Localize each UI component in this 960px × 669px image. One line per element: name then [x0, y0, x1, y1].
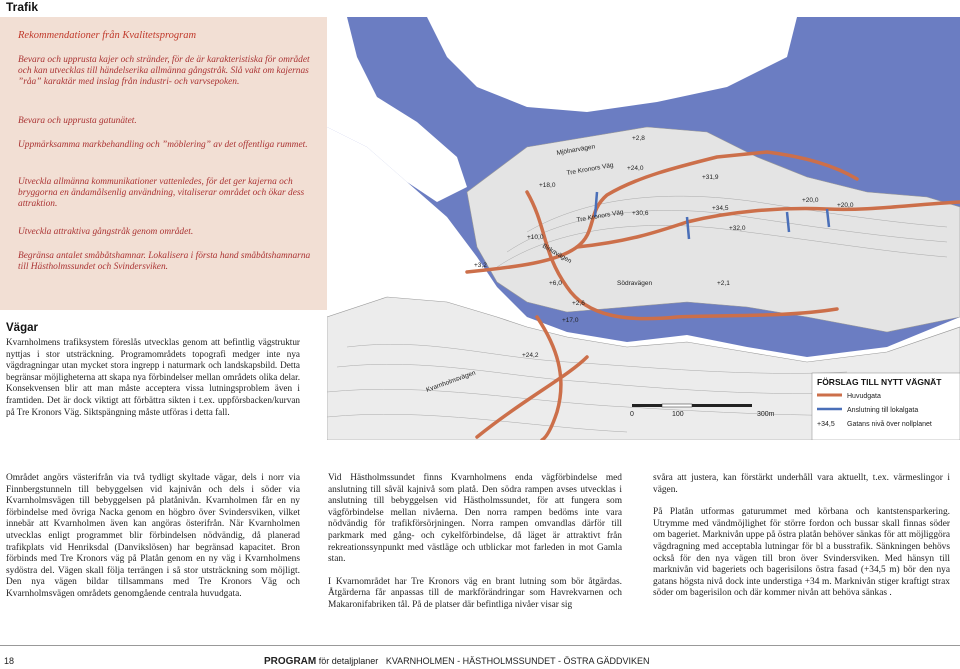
- street-label: Tre Kronors Väg: [566, 161, 615, 177]
- street-label: Birkavägen: [541, 242, 573, 265]
- elevation-label: +24,2: [522, 352, 539, 359]
- street-label: Södravägen: [617, 280, 653, 287]
- page-number: 18: [4, 656, 15, 666]
- vagar-paragraph: Kvarnholmens trafiksystem föreslås utvecklas genom att befintlig vägstruktur nyttjas i stor utsträckning. Programområdets topografi medger inte nya vägdragningar utan mycket stora ingrepp i naturmark och landskapsbild. Detta begränsar möjligheterna att skapa nya förbindelser mellan områdets olika delar. Konsekvensen blir att man måste acceptera vissa lutningsproblem även i framtiden. Det är dock viktigt att förbättra sikten i t.ex. uppförsbacken/kurvan på Tre Kronors Väg. Siktspängning måste utföras i detta fall.: [6, 337, 300, 417]
- elevation-label: +6,0: [549, 280, 562, 287]
- scale-label: 0: [630, 411, 634, 418]
- column-3-paragraph-1: svåra att justera, kan förstärkt underhåll vara aktuellt, t.ex. värmeslingor i vägen.: [653, 473, 950, 495]
- scale-bar-segment: [692, 404, 752, 407]
- recommendation-item: Begränsa antalet småbåtshamnar. Lokalisera i första hand småbåtshamnarna till Hästholmssundet och Svindersviken.: [18, 251, 311, 272]
- recommendations-title: Rekommendationer från Kvalitetsprogram: [18, 30, 197, 41]
- elevation-label: +31,9: [702, 174, 719, 181]
- elevation-label: +18,0: [539, 182, 556, 189]
- road-network-map: [327, 17, 960, 440]
- footer-divider: [0, 645, 960, 646]
- elevation-label: +10,0: [527, 234, 544, 241]
- recommendation-item: Uppmärksamma markbehandling och ”möblering” av det offentliga rummet.: [18, 140, 308, 150]
- legend-title: FÖRSLAG TILL NYTT VÄGNÄT: [817, 377, 942, 387]
- recommendation-item: Bevara och upprusta kajer och stränder, för de är karakteristiska för området och kan utvecklas till händelserika allmänna gångstråk. Slå vakt om kajernas ”råa” karaktär med inslag från industri- och varvsepoken.: [18, 55, 310, 87]
- body-column-1: Området angörs västerifrån via två tydligt skyltade vägar, dels i norr via Finnbergstunneln till bebyggelsen vid kajnivån och dels i söder via Kvarnholmsvägen till bebyggelsen på platånivån. Kvarnholmen får en ny förbindelse med övriga Nacka genom en högbro över Svindersviken, vilket innebär att Kvarnholmen även kan angöras österifrån. När Kvarnholmen utvecklas enligt programmet blir förbindelsen nödvändig, då planerad trafikplats vid Henriksdal (Danvikslösen) har begränsad kapacitet. Bron förbinds med Tre Kronors väg på Platån genom en ny väg i Kvarnholmens sydöstra del. Vägen skall följa terrängen i så stor utsträckning som möjligt. Den nya vägen bildar tillsammans med Tre Kronors Väg och Kvarnholmsvägen områdets genomgående centrala huvudgata.: [6, 473, 300, 599]
- legend-elevation-sample: +34,5: [817, 421, 835, 428]
- scale-bar-segment: [662, 404, 692, 407]
- street-label: Mjölnarvägen: [556, 143, 596, 157]
- legend-item: Gatans nivå över nollplanet: [847, 421, 932, 428]
- body-column-3: [653, 473, 950, 600]
- elevation-label: +2,1: [717, 280, 730, 287]
- elevation-label: +34,5: [712, 205, 729, 212]
- elevation-label: +30,6: [632, 210, 649, 217]
- body-column-2: [328, 473, 622, 612]
- elevation-label: +2,8: [632, 135, 645, 142]
- footer-subtitle: för detaljplaner: [318, 656, 379, 666]
- scale-label: 300m: [757, 411, 775, 418]
- section-title: Trafik: [6, 0, 39, 14]
- map-svg: [327, 17, 960, 440]
- column-3-paragraph-2: På Platån utformas gaturummet med körbana och kantstensparkering. Utrymme med vändmöjlighet för större fordon och bussar skall finnas söder om bageriet. Marknivån uppe på östra platån behöver sänkas för att möjliggöra vägdragning med acceptabla lutningar för bl a busstrafik. Sänkningen behövs också för den nya vägen till bron över Svindersviken. Med hänsyn till marknivån vid bageriets och bagerisilons östra fasad (+34,5 m) bör den nya gatans högsta nivå dock inte understiga +34 m. Marknivån stiger kraftigt strax söder om bagerisilon och där kommer nivån att behöva sänkas .: [653, 507, 950, 599]
- scale-label: 100: [672, 411, 684, 418]
- footer-project: KVARNHOLMEN - HÄSTHOLMSSUNDET - ÖSTRA GÄDDVIKEN: [385, 656, 650, 666]
- elevation-label: +32,0: [729, 225, 746, 232]
- elevation-label: +20,0: [802, 197, 819, 204]
- street-label: Kvarnholmsvägen: [425, 369, 477, 394]
- street-label: Tre Kronors Väg: [576, 208, 625, 224]
- vagar-heading: Vägar: [6, 322, 38, 334]
- recommendation-item: Utveckla attraktiva gångstråk genom området.: [18, 227, 194, 237]
- elevation-label: +2,6: [572, 300, 585, 307]
- footer-program: PROGRAM: [264, 656, 317, 667]
- legend-item: Huvudgata: [847, 393, 881, 400]
- elevation-label: +17,0: [562, 317, 579, 324]
- column-2-paragraph-1: Vid Hästholmssundet finns Kvarnholmens enda vägförbindelse med anslutning till såväl kajnivå som platå. Den södra rampen avses utvecklas i anslutning till bebyggelsen vid Hästholmssundet, för att fungera som vägförbindelse mellan nivåerna. Den norra rampen bedöms inte vara nödvändig för trafikförsörjningen. Norra rampen omvandlas därför till parkmark med gång- och cykelförbindelse, då läget är attraktivt från rekreationssynpunkt med västläge och utblickar mot farleden in mot Gamla stan.: [328, 473, 622, 565]
- scale-bar-segment: [632, 404, 662, 407]
- elevation-label: +24,0: [627, 165, 644, 172]
- elevation-label: +20,0: [837, 202, 854, 209]
- elevation-label: +3,2: [474, 262, 487, 269]
- legend-item: Anslutning till lokalgata: [847, 407, 919, 414]
- recommendation-item: Bevara och upprusta gatunätet.: [18, 116, 137, 126]
- footer-title: [264, 656, 650, 667]
- column-2-paragraph-2: I Kvarnområdet har Tre Kronors väg en brant lutning som bör åtgärdas. Åtgärderna får anpassas till de markförändringar som Havrekvarnen och Makaronifabriken tål. På de platser där befintliga nivåer visar sig: [328, 576, 622, 610]
- recommendation-item: Utveckla allmänna kommunikationer vattenledes, för det ger kajerna och bryggorna en ändamålsenlig användning, vitaliserar området och ökar dess attraktion.: [18, 177, 305, 209]
